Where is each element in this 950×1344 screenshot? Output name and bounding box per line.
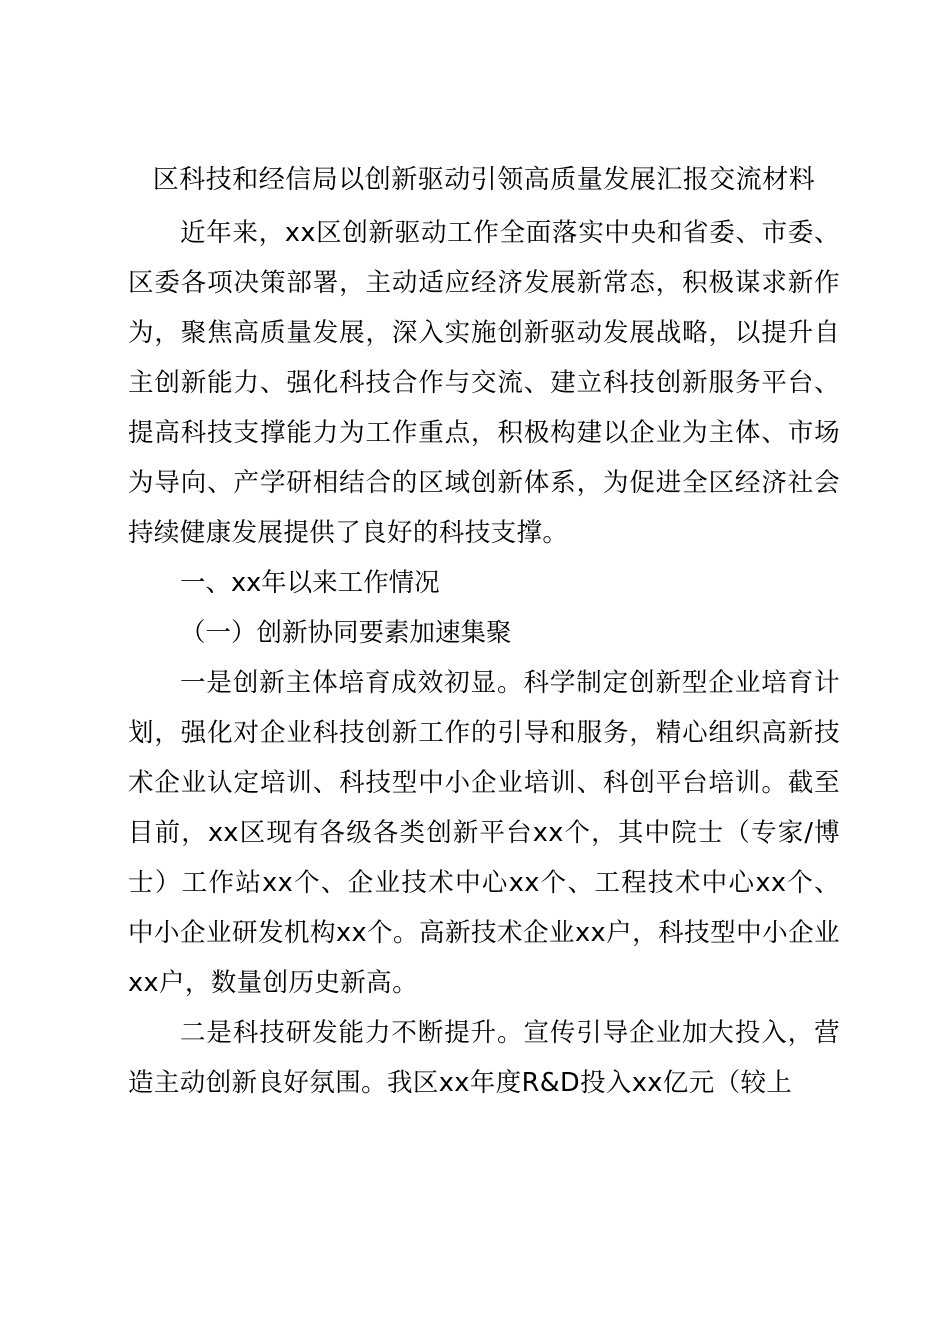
intro-paragraph: 近年来，xx区创新驱动工作全面落实中央和省委、市委、区委各项决策部署，主动适应经济发展新常态，积极谋求新作为，聚焦高质量发展，深入实施创新驱动发展战略，以提升自主创新能力、强化科技合作与交流、建立科技创新服务平台、提高科技支撑能力为工作重点，积极构建以企业为主体、市场为导向、产学研相结合的区域创新体系，为促进全区经济社会持续健康发展提供了良好的科技支撑。 (128, 218, 840, 548)
subsection-heading: （一）创新协同要素加速集聚 (180, 618, 512, 648)
body-paragraph-1: 一是创新主体培育成效初显。科学制定创新型企业培育计划，强化对企业科技创新工作的引导和服务，精心组织高新技术企业认定培训、科技型中小企业培训、科创平台培训。截至目前，xx区现有各级各类创新平台xx个，其中院士（专家/博士）工作站xx个、企业技术中心xx个、工程技术中心xx个、中小企业研发机构xx个。高新技术企业xx户，科技型中小企业xx户，数量创历史新高。 (128, 668, 840, 998)
title-spacer (128, 200, 840, 208)
section-heading: 一、xx年以来工作情况 (180, 568, 440, 598)
document-title: 区科技和经信局以创新驱动引领高质量发展汇报交流材料 (152, 165, 816, 195)
document-body (128, 160, 840, 1108)
body-paragraph-2: 二是科技研发能力不断提升。宣传引导企业加大投入，营造主动创新良好氛围。我区xx年度R&D投入xx亿元（较上 (128, 1018, 840, 1098)
